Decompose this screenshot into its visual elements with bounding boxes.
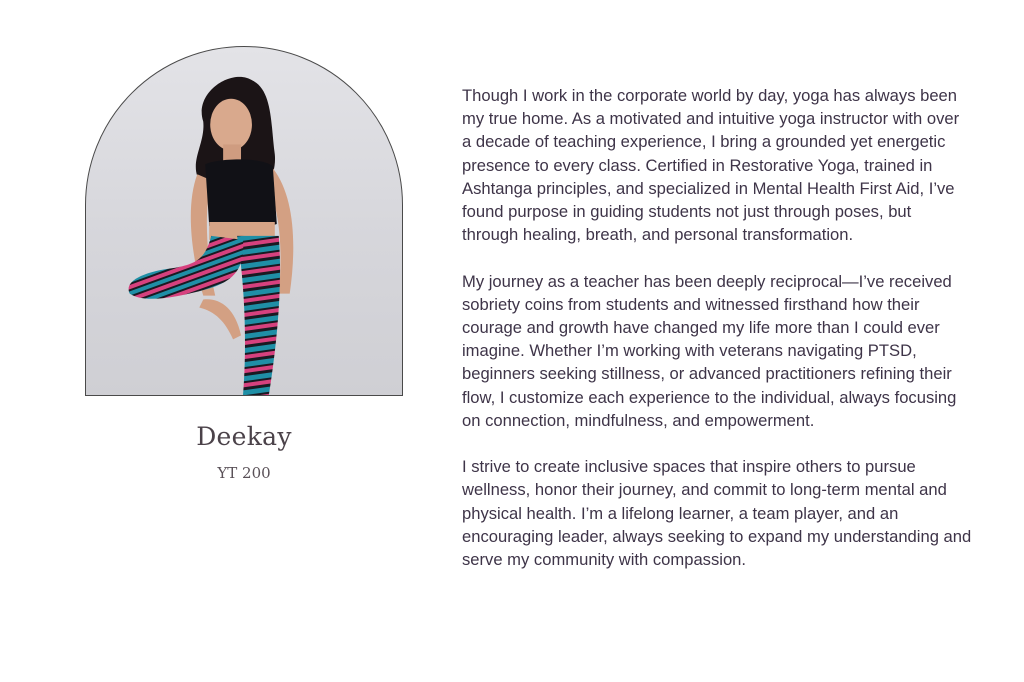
instructor-credential: YT 200 bbox=[217, 464, 271, 482]
instructor-name: Deekay bbox=[196, 422, 292, 451]
instructor-bio bbox=[462, 84, 972, 594]
instructor-photo-frame bbox=[85, 46, 403, 396]
bio-paragraph: I strive to create inclusive spaces that inspire others to pursue wellness, honor their journey, and commit to long-term mental and physical health. I’m a lifelong learner, a team player, and an encouraging leader, always seeking to expand my understanding and serve my community with compassion. bbox=[462, 457, 972, 570]
bio-paragraph: My journey as a teacher has been deeply reciprocal—I’ve received sobriety coins from students and witnessed firsthand how their courage and growth have changed my life more than I could ever imagine. Whether I’m working with veterans navigating PTSD, beginners seeking stillness, or advanced practitioners refining their flow, I customize each experience to the individual, always focusing on connection, mindfulness, and empowerment. bbox=[462, 271, 957, 430]
instructor-profile bbox=[85, 46, 403, 482]
bio-paragraph: Though I work in the corporate world by day, yoga has always been my true home. As a motivated and intuitive yoga instructor with over a decade of teaching experience, I bring a grounded yet energetic presence to every class. Certified in Restorative Yoga, trained in Ashtanga principles, and specialized in Mental Health First Aid, I’ve found purpose in guiding students not just through poses, but through healing, breath, and personal transformation. bbox=[462, 86, 960, 245]
yoga-instructor-photo bbox=[86, 47, 402, 395]
